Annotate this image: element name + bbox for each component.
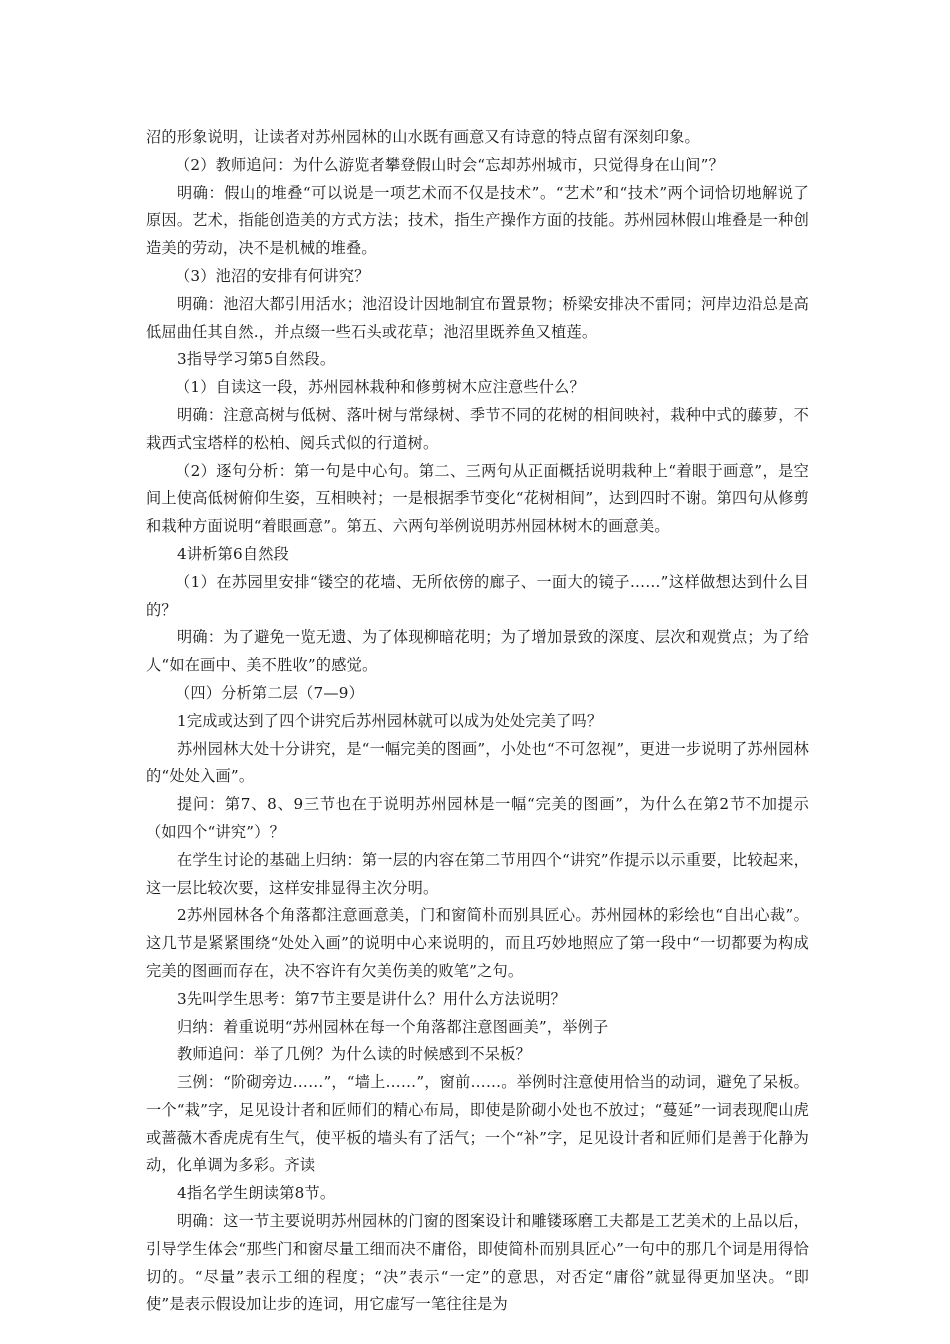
paragraph: 沼的形象说明，让读者对苏州园林的山水既有画意又有诗意的特点留有深刻印象。 [146, 128, 700, 146]
body-text [146, 124, 809, 1319]
paragraph: 明确：假山的堆叠“可以说是一项艺术而不仅是技术”。“艺术”和“技术”两个词恰切地解说了原因。艺术，指能创造美的方式方法；技术，指生产操作方面的技能。苏州园林假山堆叠是一种创造美的劳动，决不是机械的堆叠。 [146, 183, 809, 258]
paragraph: （1）在苏园里安排“镂空的花墙、无所依傍的廊子、一面大的镜子……”这样做想达到什么目的？ [146, 572, 809, 619]
paragraph: 明确：注意高树与低树、落叶树与常绿树、季节不同的花树的相间映衬，栽种中式的藤萝，不栽西式宝塔样的松柏、阅兵式似的行道树。 [146, 405, 809, 452]
paragraph: （3）池沼的安排有何讲究？ [175, 266, 370, 285]
paragraph: 明确：这一节主要说明苏州园林的门窗的图案设计和雕镂琢磨工夫都是工艺美术的上品以后，引导学生体会“那些门和窗尽量工细而决不庸俗，即使简朴而别具匠心”一句中的那几个词是用得恰切的。“尽量”表示工细的程度；“决”表示“一定”的意思，对否定“庸俗”就显得更加坚决。“即使”是表示假设加让步的连词，用它虚写一笔往往是为 [146, 1212, 809, 1314]
paragraph: 三例：“阶砌旁边……”，“墙上……”，窗前……。举例时注意使用恰当的动词，避免了呆板。一个“栽”字，足见设计者和匠师们的精心布局，即使是阶砌小处也不放过；“蔓延”一词表现爬山虎或蔷薇木香虎虎有生气，使平板的墙头有了活气；一个“补”字，足见设计者和匠师们是善于化静为动，化单调为多彩。齐读 [146, 1073, 809, 1175]
paragraph: （1）自读这一段，苏州园林栽种和修剪树木应注意些什么？ [175, 378, 585, 397]
paragraph: 4指名学生朗读第8节。 [177, 1184, 336, 1203]
paragraph: （2）逐句分析：第一句是中心句。第二、三两句从正面概括说明栽种上“着眼于画意”，是空间上使高低树俯仰生姿，互相映衬；一是根据季节变化“花树相间”，达到四时不谢。第四句从修剪和栽种方面说明“着眼画意”。第五、六两句举例说明苏州园林树木的画意美。 [146, 461, 809, 536]
paragraph: （四）分析第二层（7—9） [175, 683, 364, 702]
paragraph: 教师追问：举了几例？为什么读的时候感到不呆板？ [177, 1045, 531, 1064]
paragraph: （2）教师追问：为什么游览者攀登假山时会“忘却苏州城市，只觉得身在山间”？ [175, 155, 724, 174]
paragraph: 4讲析第6自然段 [177, 544, 290, 563]
paragraph: 苏州园林大处十分讲究，是“一幅完美的图画”，小处也“不可忽视”，更进一步说明了苏州园林的“处处入画”。 [146, 739, 809, 786]
paragraph: 明确：为了避免一览无遗、为了体现柳暗花明；为了增加景致的深度、层次和观赏点；为了给人“如在画中、美不胜收”的感觉。 [146, 628, 809, 675]
paragraph: 1完成或达到了四个讲究后苏州园林就可以成为处处完美了吗？ [177, 711, 603, 730]
paragraph: 提问：第7、8、9三节也在于说明苏州园林是一幅“完美的图画”，为什么在第2节不加提示（如四个“讲究”）？ [146, 795, 809, 841]
paragraph: 在学生讨论的基础上归纳：第一层的内容在第二节用四个“讲究”作提示以示重要，比较起来，这一层比较次要，这样安排显得主次分明。 [146, 850, 809, 897]
paragraph: 3先叫学生思考：第7节主要是讲什么？用什么方法说明？ [177, 989, 567, 1008]
paragraph: 明确：池沼大都引用活水；池沼设计因地制宜布置景物；桥梁安排决不雷同；河岸边沿总是高低屈曲任其自然.，并点缀一些石头或花草；池沼里既养鱼又植莲。 [146, 294, 809, 341]
paragraph: 3指导学习第5自然段。 [177, 350, 336, 369]
paragraph: 归纳：着重说明“苏州园林在每一个角落都注意图画美”，举例子 [177, 1017, 609, 1036]
paragraph: 2苏州园林各个角落都注意画意美，门和窗简朴而别具匠心。苏州园林的彩绘也“自出心裁”。这几节是紧紧围绕“处处入画”的说明中心来说明的，而且巧妙地照应了第一段中“一切都要为构成完美的图画而存在，决不容许有欠美伤美的败笔”之句。 [146, 906, 809, 980]
